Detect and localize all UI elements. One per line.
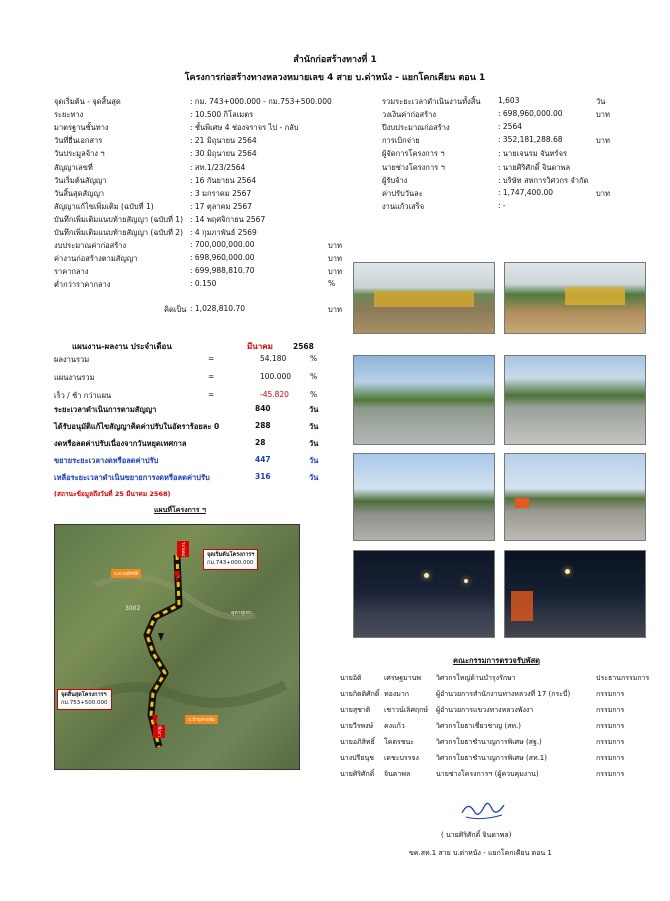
info-label: ค่างานก่อสร้างตามสัญญา — [54, 254, 138, 264]
map-num-label: 3002 — [125, 605, 141, 612]
map-end-km: กม.753+500.000 — [61, 699, 108, 706]
info-value: : กม. 743+000.000 - กม.753+500.000 — [190, 97, 332, 106]
info-value: : นายเจนรม จันทร์จร — [498, 149, 568, 159]
info-right-row — [382, 175, 622, 185]
extra-value: : 1,028,810.70 — [190, 304, 246, 313]
info-label: ผู้จัดการโครงการ ฯ — [382, 149, 445, 159]
info-left-row — [54, 109, 344, 119]
info-label: สัญญาเลขที่ — [54, 162, 93, 172]
map-end-box — [57, 689, 112, 710]
info-value: : 0.150 — [190, 279, 217, 289]
info-right-row — [382, 201, 622, 211]
info-value: : นายศิริศักดิ์ จินดาพล — [498, 162, 571, 172]
time-row-unit: วัน — [309, 473, 319, 482]
site-photo-3 — [353, 355, 495, 445]
info-value: : 3 มกราคม 2567 — [190, 188, 252, 198]
info-value: : 699,988,810.70 — [190, 266, 255, 276]
info-value: : 698,960,000.00 — [190, 253, 255, 263]
committee-role: กรรมการ — [596, 722, 625, 730]
info-label: นายช่างโครงการ ฯ — [382, 162, 445, 172]
info-left-row — [54, 188, 344, 198]
project-map — [54, 524, 300, 770]
committee-position: วิศวกรโยธาชำนาญการพิเศษ (สฐ.) — [436, 738, 542, 746]
info-label: มาตรฐานชั้นทาง — [54, 123, 109, 133]
time-row-unit: วัน — [309, 405, 319, 414]
map-place-top: บ.ควนทัศนีย์ — [111, 569, 141, 578]
committee-row — [340, 673, 650, 683]
info-value: : 700,000,000.00 — [190, 240, 255, 250]
time-row-value: 840 — [255, 404, 271, 413]
org-title: สำนักก่อสร้างทางที่ 1 — [293, 55, 377, 65]
plan-row-label: แผนงานรวม — [54, 373, 95, 382]
info-value: 1,603 — [498, 96, 520, 105]
plan-row-value: 100.000 — [260, 372, 292, 381]
info-label: วันสิ้นสุดสัญญา — [54, 188, 105, 198]
committee-row — [340, 769, 640, 779]
info-label: ผู้รับจ้าง — [382, 175, 408, 185]
map-start-label: จุดเริ่มต้นโครงการฯ — [207, 552, 255, 558]
info-unit: บาท — [596, 136, 610, 146]
info-label: งานแก้วเสร็จ — [382, 201, 425, 211]
committee-last: เชาวน์เลิศฤกษ์ — [384, 706, 429, 714]
info-label: บันทึกเพิ่มเติมแนบท้ายสัญญา (ฉบับที่ 2) — [54, 228, 184, 237]
committee-last: โคตรชนะ — [384, 738, 415, 746]
committee-role: กรรมการ — [596, 770, 625, 778]
committee-first: นายวีรพงษ์ — [340, 722, 374, 730]
info-unit: บาท — [328, 254, 342, 264]
site-photo-2 — [504, 262, 646, 334]
info-label: จุดเริ่มต้น - จุดสิ้นสุด — [54, 97, 121, 106]
info-label: วันที่ยื่นเอกสาร — [54, 136, 103, 146]
map-route-svg — [55, 525, 299, 769]
committee-row — [340, 753, 640, 763]
info-value: : 4 กุมภาพันธ์ 2569 — [190, 228, 257, 237]
committee-first: นายอภิสิทธิ์ — [340, 738, 375, 746]
info-left-extra — [54, 304, 344, 314]
info-label: สัญญาแก้ไขเพิ่มเติม (ฉบับที่ 1) — [54, 201, 154, 211]
committee-position: วิศวกรใหญ่ด้านบำรุงรักษา — [436, 674, 516, 682]
info-left-row — [54, 135, 344, 145]
info-unit: บาท — [328, 267, 342, 277]
committee-role: กรรมการ — [596, 706, 625, 714]
info-value: : 698,960,000.00 — [498, 109, 563, 119]
info-label: วันประมูลจ้าง ฯ — [54, 149, 105, 159]
info-right-row — [382, 96, 622, 106]
info-label: วันเริ่มต้นสัญญา — [54, 175, 107, 185]
info-label: งบประมาณค่าก่อสร้าง — [54, 241, 127, 251]
info-value: : 1,747,400.00 — [498, 187, 554, 197]
committee-first: นายกิตติศักดิ์ — [340, 690, 380, 698]
info-unit: บาท — [328, 241, 342, 251]
time-row-unit: วัน — [309, 456, 319, 465]
committee-last: เศรษฐมานพ — [384, 674, 422, 682]
committee-position: นายช่างโครงการฯ (ผู้ควบคุมงาน) — [436, 770, 539, 778]
data-status-note: (สถานะข้อมูลถึงวันที่ 25 มีนาคม 2568) — [54, 490, 171, 498]
committee-role: กรรมการ — [596, 738, 625, 746]
info-label: ราคากลาง — [54, 267, 89, 277]
plan-row-value: -45.820 — [260, 390, 289, 399]
time-row-label: ระยะเวลาดำเนินการตามสัญญา — [54, 405, 157, 414]
plan-title: แผนงาน-ผลงาน ประจำเดือน — [72, 342, 172, 351]
plan-row-label: ผลงานรวม — [54, 355, 90, 364]
committee-position: วิศวกรโยธาชำนาญการพิเศษ (สท.1) — [436, 754, 547, 762]
committee-row — [340, 737, 640, 747]
committee-last: ทองมาก — [384, 690, 410, 698]
info-label: การเบิกจ่าย — [382, 136, 420, 146]
plan-row — [54, 354, 324, 364]
info-right-row — [382, 188, 622, 198]
time-row — [54, 404, 324, 414]
time-row-value: 288 — [255, 421, 271, 430]
committee-first: นายอิติ — [340, 674, 362, 682]
info-unit: วัน — [596, 97, 606, 106]
info-value: : - — [498, 200, 506, 210]
site-photo-4 — [504, 355, 646, 445]
map-dir-south: พังงา — [153, 725, 165, 738]
site-photo-7 — [353, 550, 495, 638]
map-side-label: คูหาคู่เขา — [231, 610, 252, 616]
map-title: แผนที่โครงการ ฯ — [154, 506, 206, 514]
info-right-row — [382, 162, 622, 172]
plan-row-value: 54.180 — [260, 354, 287, 363]
info-label: ระยะทาง — [54, 110, 84, 120]
info-value: : สท.1/23/2564 — [190, 162, 246, 172]
committee-last: จินดาพล — [384, 770, 411, 778]
info-right-row — [382, 122, 622, 132]
signature-name: ( นายศิริศักดิ์ จินดาพล) — [441, 831, 512, 839]
committee-position: ผู้อำนวยการสำนักงานทางหลวงที่ 17 (กระบี่) — [436, 690, 571, 698]
info-left-row — [54, 96, 344, 106]
map-end-label: จุดสิ้นสุดโครงการฯ — [61, 692, 107, 698]
plan-row-label: เร็ว / ช้า กว่าแผน — [54, 391, 112, 400]
committee-position: ผู้อำนวยการแขวงทางหลวงพังงา — [436, 706, 534, 714]
site-photo-1 — [353, 262, 495, 334]
info-value: : 2564 — [498, 122, 522, 132]
info-label: บันทึกเพิ่มเติมแนบท้ายสัญญา (ฉบับที่ 1) — [54, 214, 184, 224]
committee-first: นายศิริศักดิ์ — [340, 770, 375, 778]
time-row-unit: วัน — [309, 439, 319, 448]
time-row-value: 447 — [255, 455, 271, 464]
info-unit: บาท — [596, 188, 610, 198]
map-start-box — [203, 549, 258, 570]
info-label: ปีงบประมาณก่อสร้าง — [382, 123, 450, 133]
time-row-label: ได้รับอนุมัติแก้ไขสัญญาคิดค่าปรับในอัตราร้อยละ 0 — [54, 422, 220, 431]
committee-first: นายสุชาติ — [340, 706, 371, 714]
info-value: : 352,181,288.68 — [498, 135, 563, 145]
info-label: รวมระยะเวลาดำเนินงานทั้งสิ้น — [382, 97, 481, 106]
map-start-km: กม.743+000.000 — [207, 559, 254, 566]
info-left-row — [54, 214, 344, 224]
plan-row-unit: % — [310, 390, 318, 399]
info-left-row — [54, 201, 344, 211]
time-row-unit: วัน — [309, 422, 319, 431]
committee-last: คงแก้ว — [384, 722, 405, 730]
extra-label: คิดเป็น — [164, 305, 187, 314]
info-left-row — [54, 122, 344, 132]
info-value: : บริษัท สหการวิศวกร จำกัด — [498, 175, 589, 185]
signature-title: ขค.สท.1 สาย บ.ด่าหนัง - แยกโคกเคียน ตอน 1 — [409, 849, 552, 857]
info-left-row — [54, 162, 344, 172]
committee-title: คณะกรรมการตรวจรับพัสดุ — [453, 656, 541, 665]
info-left-row — [54, 148, 344, 158]
info-label: วงเงินค่าก่อสร้าง — [382, 110, 436, 120]
plan-row-unit: % — [310, 372, 318, 381]
committee-role: กรรมการ — [596, 690, 625, 698]
committee-last: เดชะบรรจง — [384, 754, 419, 762]
plan-row-eq: = — [208, 390, 215, 399]
map-place-bottom: บ.บ้านหาดส้ม — [185, 715, 218, 724]
plan-row-unit: % — [310, 354, 318, 363]
info-value: : 14 พฤศจิกายน 2567 — [190, 214, 266, 224]
committee-row — [340, 689, 640, 699]
info-value: : 16 กันยายน 2564 — [190, 175, 257, 185]
info-left-row — [54, 240, 344, 250]
info-left-row — [54, 266, 344, 276]
info-right-row — [382, 109, 622, 119]
info-right-row — [382, 148, 622, 158]
plan-row-eq: = — [208, 372, 215, 381]
info-left-row — [54, 227, 344, 237]
extra-unit: บาท — [328, 305, 342, 314]
committee-row — [340, 721, 640, 731]
time-row — [54, 421, 324, 431]
info-value: : ชั้นพิเศษ 4 ช่องจราจร ไป - กลับ — [190, 123, 299, 133]
info-label: ต่ำกว่าราคากลาง — [54, 280, 111, 290]
time-row-value: 316 — [255, 472, 271, 481]
info-left-row — [54, 175, 344, 185]
signature-icon — [458, 795, 508, 825]
plan-row — [54, 372, 324, 382]
info-unit: บาท — [596, 110, 610, 120]
info-unit: % — [328, 279, 336, 289]
time-row — [54, 438, 324, 448]
committee-first: นางปรียนุช — [340, 754, 374, 762]
time-row-label: เหลือระยะเวลาดำเนินขยายการงดหรือลดค่าปรับ — [54, 473, 210, 482]
info-value: : 30 มิถุนายน 2564 — [190, 149, 257, 159]
time-row-value: 28 — [255, 438, 266, 447]
committee-row — [340, 705, 640, 715]
plan-row-eq: = — [208, 354, 215, 363]
info-left-row — [54, 279, 344, 289]
project-title: โครงการก่อสร้างทางหลวงหมายเลข 4 สาย บ.ด่าหนัง - แยกโคกเคียน ตอน 1 — [184, 73, 486, 83]
site-photo-5 — [353, 453, 495, 541]
info-value: : 21 มิถุนายน 2564 — [190, 136, 257, 146]
plan-row — [54, 390, 324, 400]
info-left-row — [54, 253, 344, 263]
info-value: : 17 ตุลาคม 2567 — [190, 201, 252, 211]
time-row-label: ขยายระยะเวลางดหรือลดค่าปรับ — [54, 456, 159, 465]
info-label: ค่าปรับวันละ — [382, 188, 423, 198]
site-photo-6 — [504, 453, 646, 541]
plan-month: มีนาคม — [247, 342, 273, 351]
committee-role: กรรมการ — [596, 754, 625, 762]
map-dir-north: ระนอง — [177, 541, 189, 557]
info-right-row — [382, 135, 622, 145]
site-photo-8 — [504, 550, 646, 638]
time-row — [54, 455, 324, 465]
committee-role: ประธานกรรมการ — [596, 674, 650, 682]
info-value: : 10.500 กิโลเมตร — [190, 110, 254, 120]
plan-year: 2568 — [293, 342, 314, 351]
time-row-label: งดหรือลดค่าปรับเนื่องจากวันหยุดเทศกาล — [54, 439, 187, 448]
time-row — [54, 472, 324, 482]
committee-position: วิศวกรโยธาเชี่ยวชาญ (สท.) — [436, 722, 521, 730]
